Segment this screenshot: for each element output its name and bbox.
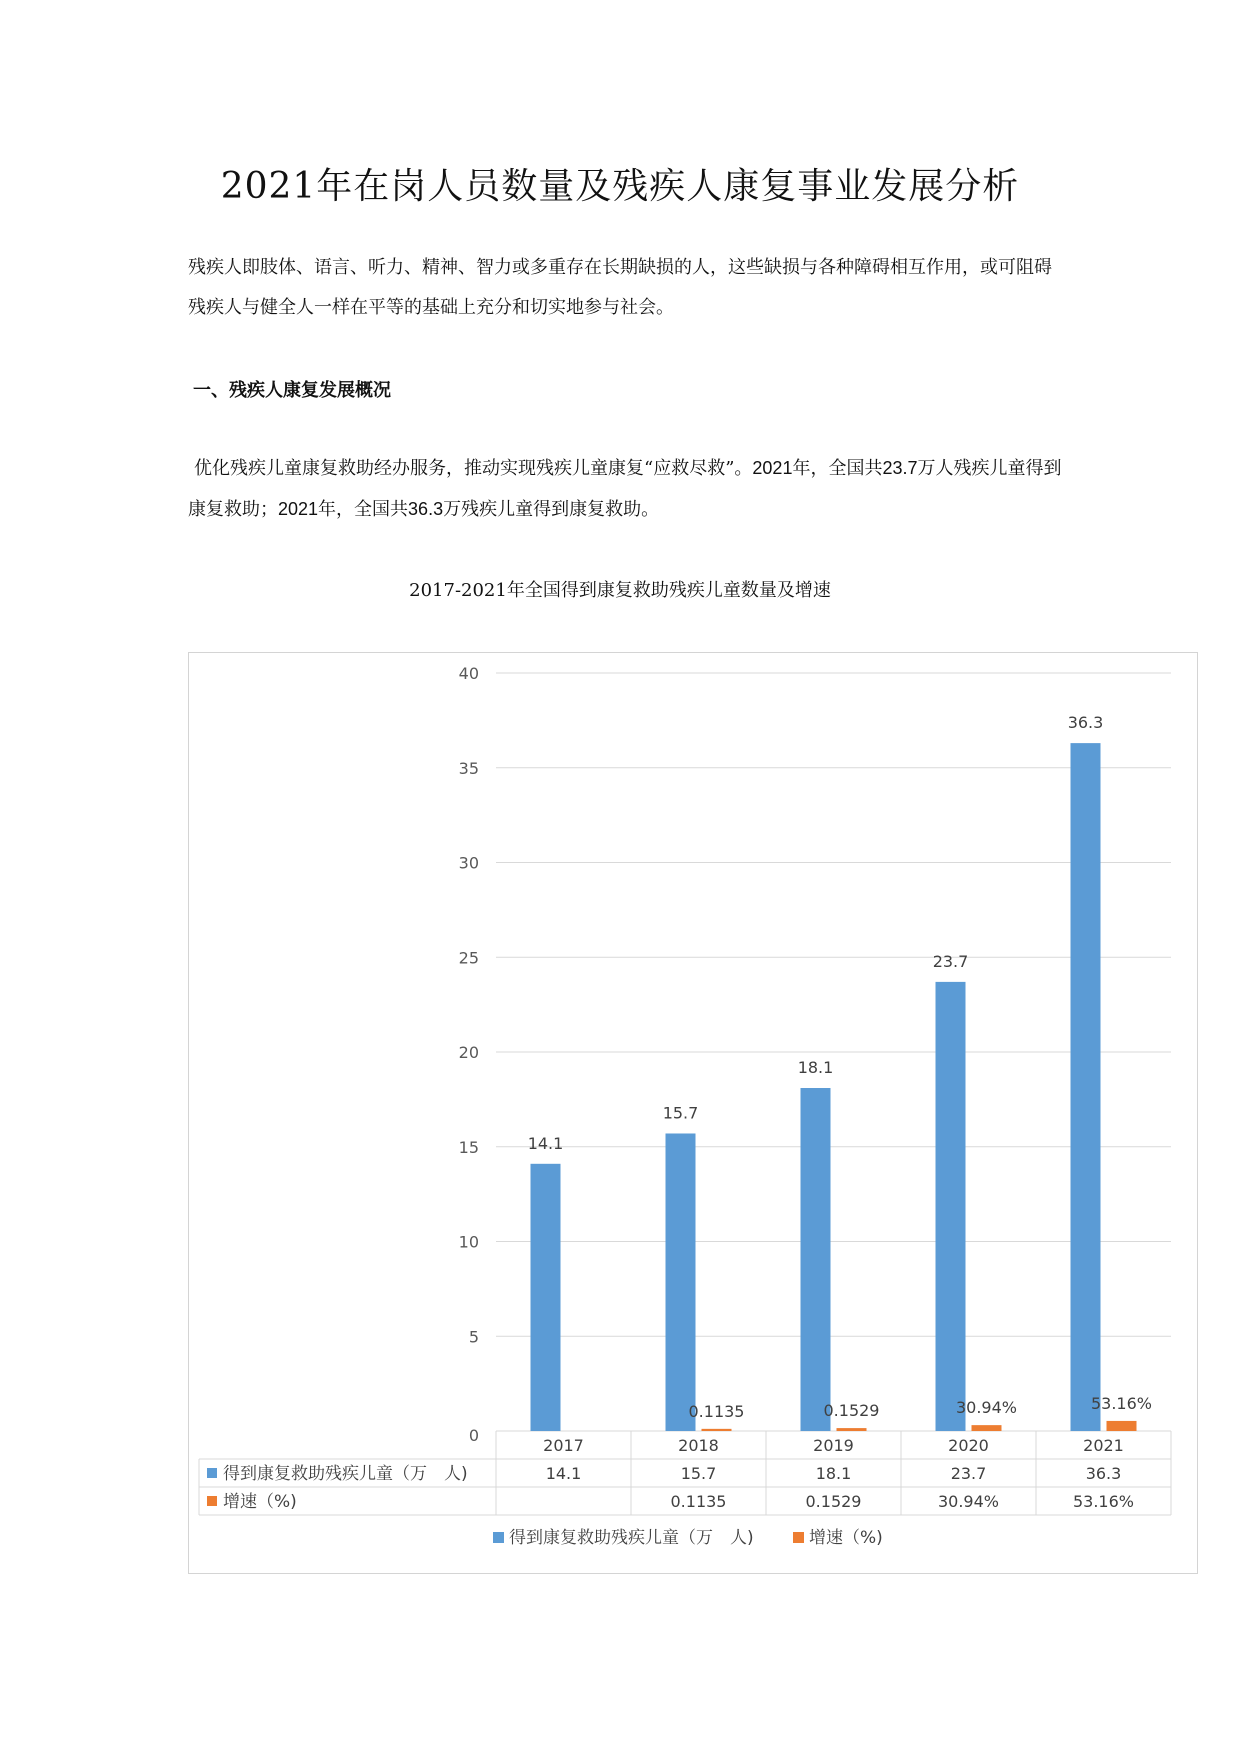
x-tick-label: 2018 bbox=[678, 1436, 719, 1455]
chart-caption: 2017-2021年全国得到康复救助残疾儿童数量及增速 bbox=[409, 580, 831, 601]
x-tick-label: 2019 bbox=[813, 1436, 854, 1455]
table-row-label: 得到康复救助残疾儿童（万 人) bbox=[223, 1464, 468, 1484]
bar-growth-rate bbox=[837, 1428, 867, 1431]
paragraph-text: 年，全国共 bbox=[792, 458, 883, 479]
paragraph-text: 优化残疾儿童康复救助经办服务，推动实现残疾儿童康复“应救尽救”。 bbox=[194, 458, 753, 479]
table-cell: 23.7 bbox=[950, 1464, 987, 1483]
bar-rehab-count bbox=[531, 1164, 561, 1431]
section-heading: 一、残疾人康复发展概况 bbox=[193, 380, 391, 401]
y-tick-label: 0 bbox=[468, 1426, 479, 1445]
bar-data-label: 15.7 bbox=[662, 1103, 699, 1123]
intro-paragraph: 残疾人即肢体、语言、听力、精神、智力或多重存在长期缺损的人，这些缺损与各种障碍相互作用，或可阻碍残疾人与健全人一样在平等的基础上充分和切实地参与社会。 bbox=[188, 257, 1052, 318]
bar-growth-rate bbox=[972, 1425, 1002, 1431]
bar-data-label: 0.1529 bbox=[823, 1401, 880, 1421]
paragraph-text: 万人残疾儿童得到康复救助； bbox=[188, 458, 1062, 520]
section-paragraph bbox=[188, 448, 1068, 530]
bar-data-label: 30.94% bbox=[955, 1398, 1018, 1418]
chart-frame bbox=[188, 652, 1198, 1574]
table-cell: 15.7 bbox=[680, 1464, 717, 1483]
bar-data-label: 0.1135 bbox=[688, 1401, 745, 1421]
y-tick-label: 10 bbox=[458, 1232, 479, 1252]
y-tick-label: 25 bbox=[458, 948, 479, 968]
table-cell: 53.16% bbox=[1072, 1492, 1135, 1511]
bar-chart bbox=[189, 653, 1197, 1573]
table-row-label: 增速（%) bbox=[223, 1492, 297, 1512]
legend-key-orange bbox=[207, 1496, 217, 1506]
bar-rehab-count bbox=[1071, 743, 1101, 1431]
legend-label: 得到康复救助残疾儿童（万 人) bbox=[509, 1528, 754, 1548]
paragraph-year: 2021 bbox=[278, 499, 319, 519]
table-cell: 36.3 bbox=[1085, 1464, 1122, 1483]
x-tick-label: 2020 bbox=[948, 1436, 989, 1455]
bar-growth-rate bbox=[1107, 1421, 1137, 1431]
table-cell: 18.1 bbox=[815, 1464, 852, 1483]
table-cell: 14.1 bbox=[545, 1464, 582, 1483]
y-tick-label: 15 bbox=[458, 1137, 479, 1157]
legend-key-orange bbox=[793, 1532, 804, 1543]
y-tick-label: 30 bbox=[458, 853, 479, 873]
paragraph-number: 23.7 bbox=[882, 458, 918, 478]
bar-rehab-count bbox=[666, 1133, 696, 1431]
bar-data-label: 53.16% bbox=[1090, 1393, 1153, 1413]
bar-data-label: 23.7 bbox=[932, 951, 969, 971]
bar-data-label: 36.3 bbox=[1067, 713, 1104, 733]
y-tick-label: 35 bbox=[458, 758, 479, 778]
bar-rehab-count bbox=[801, 1088, 831, 1431]
legend-key-blue bbox=[493, 1532, 504, 1543]
bar-growth-rate bbox=[702, 1429, 732, 1431]
bar-data-label: 18.1 bbox=[797, 1058, 834, 1078]
y-tick-label: 40 bbox=[458, 664, 479, 683]
bar-data-label: 14.1 bbox=[527, 1133, 564, 1153]
page-title: 2021年在岗人员数量及残疾人康复事业发展分析 bbox=[220, 166, 1020, 207]
table-cell: 30.94% bbox=[937, 1492, 1000, 1511]
paragraph-text: 万残疾儿童得到康复救助。 bbox=[443, 499, 660, 520]
x-tick-label: 2021 bbox=[1083, 1436, 1124, 1455]
paragraph-number: 36.3 bbox=[408, 499, 444, 519]
table-cell: 0.1529 bbox=[805, 1492, 862, 1511]
legend-key-blue bbox=[207, 1468, 217, 1478]
bar-rehab-count bbox=[936, 982, 966, 1431]
y-tick-label: 5 bbox=[468, 1327, 479, 1347]
paragraph-text: 年，全国共 bbox=[318, 499, 409, 520]
table-cell: 0.1135 bbox=[670, 1492, 727, 1511]
paragraph-year: 2021 bbox=[752, 458, 793, 478]
legend-label: 增速（%) bbox=[809, 1528, 883, 1548]
x-tick-label: 2017 bbox=[543, 1436, 584, 1455]
y-tick-label: 20 bbox=[458, 1043, 479, 1062]
